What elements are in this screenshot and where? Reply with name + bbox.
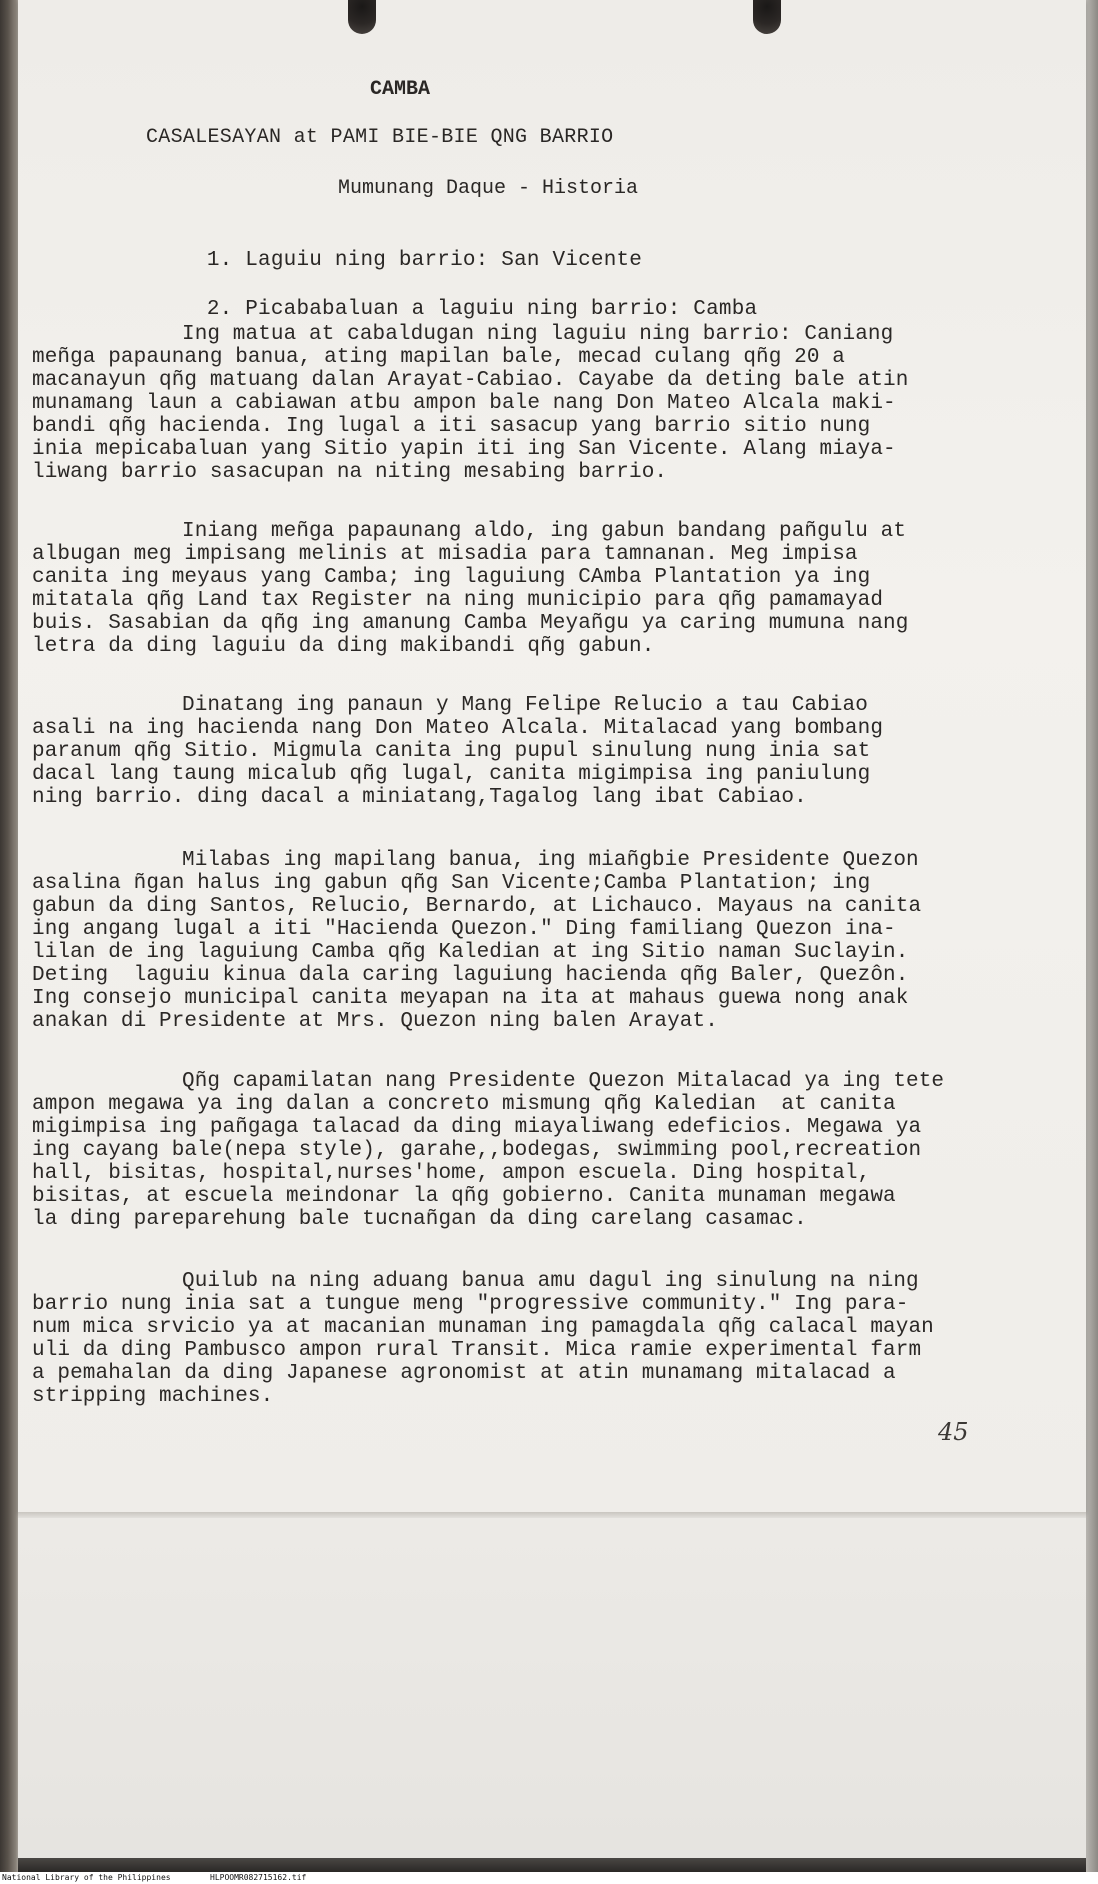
- paragraph-line: Milabas ing mapilang banua, ing miañgbie Presidente Quezon: [182, 849, 919, 872]
- document-sheet: [18, 0, 1086, 1512]
- paragraph-line: gabun da ding Santos, Relucio, Bernardo, at Lichauco. Mayaus na canita: [32, 895, 922, 918]
- paragraph-line: uli da ding Pambusco ampon rural Transit. Mica ramie experimental farm: [32, 1339, 922, 1362]
- paragraph-line: liwang barrio sasacupan na niting mesabing barrio.: [32, 461, 668, 484]
- paragraph-line: ing cayang bale(nepa style), garahe,,bodegas, swimming pool,recreation: [32, 1139, 922, 1162]
- paragraph-line: lilan de ing laguiung Camba qñg Kaledian at ing Sitio naman Suclayin.: [32, 941, 909, 964]
- list-item-number: 1.: [206, 249, 233, 272]
- paragraph: [32, 849, 1082, 1033]
- paragraph: [32, 520, 1082, 658]
- paragraph-line: munamang laun a cabiawan atbu ampon bale nang Don Mateo Alcala maki-: [32, 392, 896, 415]
- list-item-number: 2.: [206, 298, 233, 321]
- scan-border: [18, 1858, 1086, 1872]
- paragraph-line: Quilub na ning aduang banua amu dagul ing sinulung na ning: [182, 1270, 919, 1293]
- paragraph-line: la ding pareparehung bale tucnañgan da ding carelang casamac.: [32, 1208, 807, 1231]
- paragraph-line: macanayun qñg matuang dalan Arayat-Cabiao. Cayabe da deting bale atin: [32, 369, 909, 392]
- footer-filename: HLPOOMR082715162.tif: [210, 1873, 307, 1882]
- paragraph-line: ning barrio. ding dacal a miniatang,Tagalog lang ibat Cabiao.: [32, 786, 807, 809]
- paragraph-line: inia mepicabaluan yang Sitio yapin iti ing San Vicente. Alang miaya-: [32, 438, 896, 461]
- list-item-text: Laguiu ning barrio: San Vicente: [245, 249, 643, 272]
- paragraph-line: canita ing meyaus yang Camba; ing laguiung CAmba Plantation ya ing: [32, 566, 871, 589]
- paragraph-line: a pemahalan da ding Japanese agronomist at atin munamang mitalacad a: [32, 1362, 896, 1385]
- section-heading: Mumunang Daque - Historia: [338, 177, 639, 200]
- paragraph-line: Ing matua at cabaldugan ning laguiu ning barrio: Caniang: [182, 323, 894, 346]
- paragraph: [32, 694, 1082, 809]
- paragraph-line: Dinatang ing panaun y Mang Felipe Relucio a tau Cabiao: [182, 694, 868, 717]
- paragraph-line: mitatala qñg Land tax Register na ning municipio para qñg pamamayad: [32, 589, 884, 612]
- document-title: CAMBA: [370, 78, 431, 101]
- paragraph: [32, 1070, 1082, 1231]
- paragraph-line: ing angang lugal a iti "Hacienda Quezon." Ding familiang Quezon ina-: [32, 918, 896, 941]
- list-item-text: Picababaluan a laguiu ning barrio: Camba: [245, 298, 758, 321]
- paragraph: [32, 323, 1082, 484]
- paragraph-line: Iniang meñga papaunang aldo, ing gabun bandang pañgulu at: [182, 520, 907, 543]
- scan-footer: [0, 1872, 1098, 1884]
- paragraph-line: albugan meg impisang melinis at misadia para tamnanan. Meg impisa: [32, 543, 858, 566]
- paragraph-line: bisitas, at escuela meindonar la qñg gobierno. Canita munaman megawa: [32, 1185, 896, 1208]
- underlying-sheet: [18, 1518, 1086, 1858]
- paragraph-line: stripping machines.: [32, 1385, 274, 1408]
- paragraph-line: num mica srvicio ya at macanian munaman ing pamagdala qñg calacal mayan: [32, 1316, 934, 1339]
- paragraph-line: Qñg capamilatan nang Presidente Quezon Mitalacad ya ing tete: [182, 1070, 945, 1093]
- paragraph-line: asali na ing hacienda nang Don Mateo Alcala. Mitalacad yang bombang: [32, 717, 884, 740]
- paragraph: [32, 1270, 1082, 1408]
- paragraph-line: letra da ding laguiu da ding makibandi qñg gabun.: [32, 635, 655, 658]
- paragraph-line: meñga papaunang banua, ating mapilan bale, mecad culang qñg 20 a: [32, 346, 845, 369]
- document-subtitle: CASALESAYAN at PAMI BIE-BIE QNG BARRIO: [146, 126, 614, 149]
- paragraph-line: dacal lang taung micalub qñg lugal, canita migimpisa ing paniulung: [32, 763, 871, 786]
- paragraph-line: hall, bisitas, hospital,nurses'home, ampon escuela. Ding hospital,: [32, 1162, 871, 1185]
- paragraph-line: bandi qñg hacienda. Ing lugal a iti sasacup yang barrio sitio nung: [32, 415, 871, 438]
- paragraph-line: Deting laguiu kinua dala caring laguiung hacienda qñg Baler, Quezôn.: [32, 964, 909, 987]
- footer-source: National Library of the Philippines: [2, 1873, 171, 1882]
- right-edge: [1086, 0, 1098, 1872]
- paragraph-line: ampon megawa ya ing dalan a concreto mismung qñg Kaledian at canita: [32, 1093, 896, 1116]
- paragraph-line: migimpisa ing pañgaga talacad da ding miayaliwang edeficios. Megawa ya: [32, 1116, 922, 1139]
- punch-hole-left: [348, 0, 376, 34]
- paragraph-line: buis. Sasabian da qñg ing amanung Camba Meyañgu ya caring mumuna nang: [32, 612, 909, 635]
- paragraph-line: anakan di Presidente at Mrs. Quezon ning balen Arayat.: [32, 1010, 718, 1033]
- paragraph-line: paranum qñg Sitio. Migmula canita ing pupul sinulung nung inia sat: [32, 740, 871, 763]
- paragraph-line: asalina ñgan halus ing gabun qñg San Vicente;Camba Plantation; ing: [32, 872, 871, 895]
- paragraph-line: barrio nung inia sat a tungue meng "progressive community." Ing para-: [32, 1293, 909, 1316]
- punch-hole-right: [753, 0, 781, 34]
- handwritten-page-number: 45: [938, 1418, 969, 1446]
- paragraph-line: Ing consejo municipal canita meyapan na ita at mahaus guewa nong anak: [32, 987, 909, 1010]
